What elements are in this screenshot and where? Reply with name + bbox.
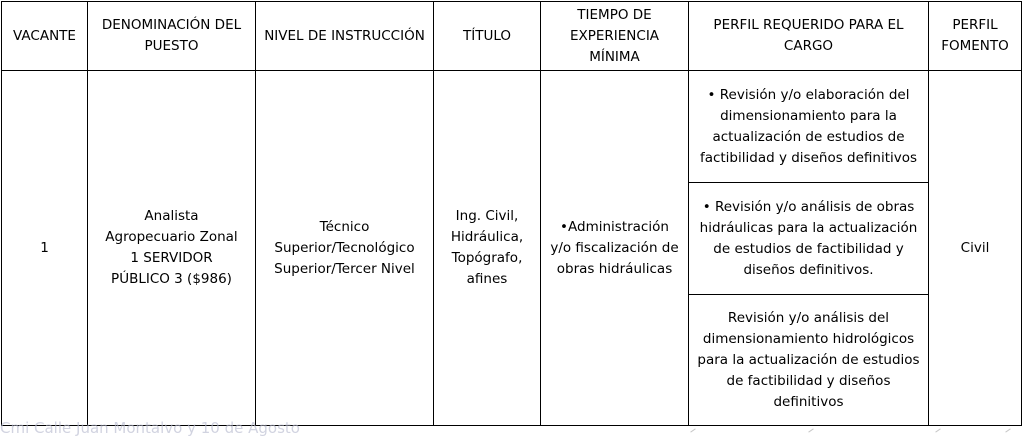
scan-artifact <box>690 428 695 432</box>
header-nivel-instruccion: NIVEL DE INSTRUCCIÓN <box>256 2 434 71</box>
cell-tiempo-experiencia <box>541 71 689 426</box>
cell-perfil-fomento: Civil <box>929 71 1022 426</box>
cell-denominacion <box>88 71 256 426</box>
header-perfil-fomento: PERFIL FOMENTO <box>929 2 1022 71</box>
cell-nivel-instruccion <box>256 71 434 426</box>
header-titulo: TÍTULO <box>434 2 541 71</box>
scan-artifact <box>935 428 940 432</box>
header-denominacion: DENOMINACIÓN DEL PUESTO <box>88 2 256 71</box>
header-tiempo-experiencia: TIEMPO DE EXPERIENCIA MÍNIMA <box>541 2 689 71</box>
footer-address-text: Cmi Calle Juan Montalvo y 10 de Agosto <box>0 419 300 437</box>
cell-titulo-text: Ing. Civil, Hidráulica, Topógrafo, afines <box>450 208 524 287</box>
cell-vacante: 1 <box>2 71 88 426</box>
table-row <box>2 71 1022 183</box>
cell-titulo <box>434 71 541 426</box>
header-perfil-requerido: PERFIL REQUERIDO PARA EL CARGO <box>689 2 929 71</box>
cell-tiempo-text: •Administración y/o fiscalización de obras hidráulicas <box>550 218 679 277</box>
cell-perfil-requerido-2: • Revisión y/o análisis de obras hidráulicas para la actualización de estudios de factibilidad y diseños definitivos. <box>689 183 929 295</box>
cell-perfil-requerido-1: • Revisión y/o elaboración del dimensionamiento para la actualización de estudios de factibilidad y diseños definitivos <box>689 71 929 183</box>
cell-perfil-requerido-3: Revisión y/o análisis del dimensionamiento hidrológicos para la actualización de estudios de factibilidad y diseños definitivos <box>689 295 929 426</box>
job-profile-table <box>1 1 1022 426</box>
scan-artifact <box>808 428 813 432</box>
scan-artifact <box>1005 428 1010 432</box>
cell-denominacion-text: Analista Agropecuario Zonal 1 SERVIDOR PÚBLICO 3 ($986) <box>105 208 238 287</box>
header-vacante: VACANTE <box>2 2 88 71</box>
cell-nivel-text: Técnico Superior/Tecnológico Superior/Tercer Nivel <box>274 218 415 277</box>
table-header-row <box>2 2 1022 71</box>
